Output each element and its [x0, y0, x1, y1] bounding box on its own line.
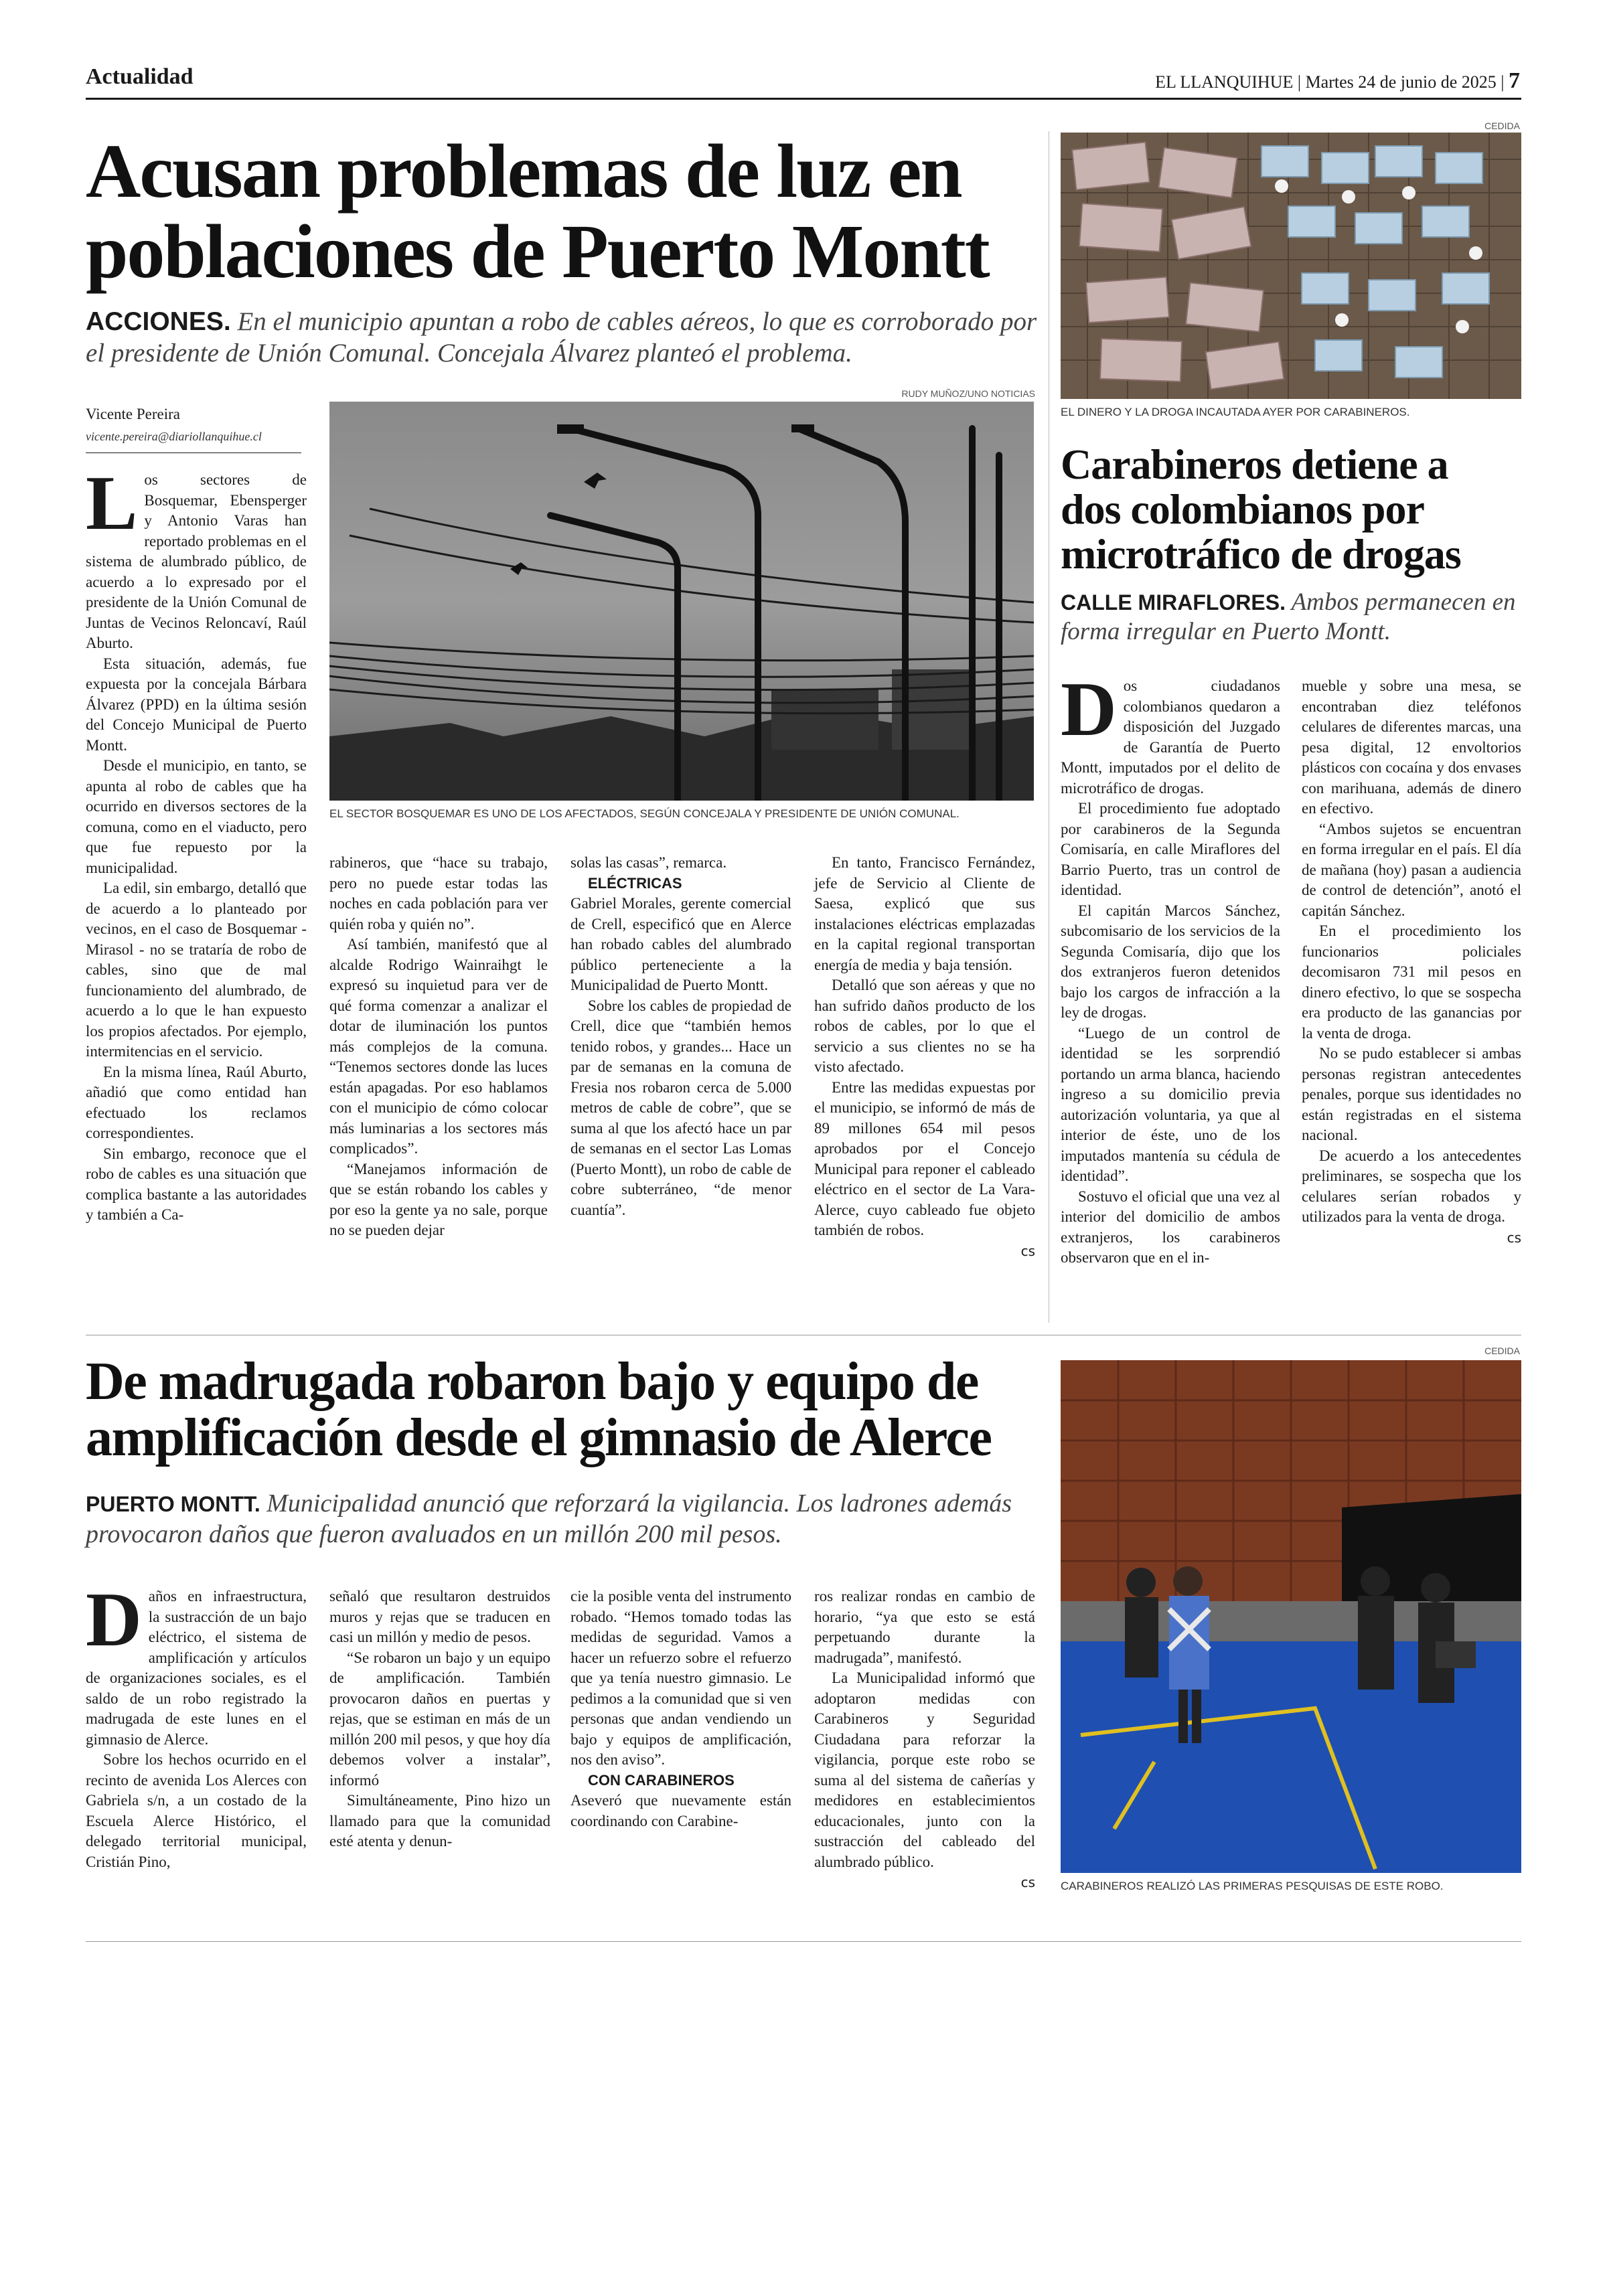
article3-deck [86, 1489, 1043, 1550]
article3-paragraph: Aseveró que nuevamente están coordinando con Carabine- [570, 1792, 791, 1829]
article3-paragraph: años en infraestructura, la sustracción de un bajo eléctrico, el sistema de amplificación y artículos de organizaciones sociales, es el saldo de un robo registrado la madrugada de este lunes en el gimnasio de Alerce. [86, 1588, 307, 1748]
article2-kicker: CALLE MIRAFLORES. [1061, 590, 1286, 614]
article2-paragraph: mueble y sobre una mesa, se encontraban diez teléfonos celulares de diferentes marcas, una pesa digital, 12 envoltorios plásticos con cocaína y dos envases con marihuana, además de dinero en efectivo. [1302, 677, 1521, 817]
header-rule [86, 98, 1521, 100]
article1-paragraph: Desde el municipio, en tanto, se apunta al robo de cables que ha ocurrido en diversos sectores de la comuna, como en el viaducto, pero que fue repuesto por la municipalidad. [86, 757, 307, 876]
publication-name: EL LLANQUIHUE [1155, 72, 1294, 92]
article1-paragraph: Sin embargo, reconoce que el robo de cables es una situación que complica bastante a las autoridades y también a Ca- [86, 1145, 307, 1223]
article1-paragraph: Sobre los cables de propiedad de Crell, dice que “también hemos tenido robos, y grandes... Hace un par de semanas en la comuna de Fresia nos robaron cerca de 5.000 metros de cable de cobre”, que se suma al que los afectó hace un par de semanas en el sector Las Lomas (Puerto Montt), un robo de cable de cobre subterráneo, “de menor cuantía”. [570, 997, 791, 1218]
gym-carabineros-photo [1061, 1360, 1521, 1873]
article1-drop-cap: L [86, 461, 138, 546]
article1-end-mark: cs [1020, 1242, 1035, 1259]
article1-column4 [814, 853, 1035, 1321]
article1-paragraph: os sectores de Bosquemar, Ebensperger y Antonio Varas han reportado problemas en el sistema de alumbrado público, de acuerdo a lo expresado por el presidente de la Unión Comunal de Juntas de Vecinos Reloncaví, Raúl Aburto. [86, 471, 307, 651]
article2-paragraph: “Luego de un control de identidad se les sorprendió portando un arma blanca, haciendo ingreso a su domicilio previa autorización voluntaria, ya que al interior de éste, uno de los imputados mantenía su cédula de identidad”. [1061, 1024, 1280, 1184]
power-lines-photo [329, 402, 1034, 801]
article2-deck [1061, 588, 1521, 647]
article1-paragraph: En la misma línea, Raúl Aburto, añadió que como entidad han efectuado los reclamos correspondientes. [86, 1063, 307, 1141]
article3-photo-credit: CEDIDA [1484, 1345, 1520, 1356]
article3-paragraph: señaló que resultaron destruidos muros y rejas que se traducen en casi un millón y medio de pesos. [329, 1588, 550, 1645]
article1-paragraph: La edil, sin embargo, detalló que de acuerdo a lo planteado por vecinos, en el caso de Bosquemar - Mirasol - no se trataría de robo de cables, sino que de mal funcionamiento del alumbrado, de acuerdo a lo que le han expuesto los propios afectados. Por ejemplo, intermitencias en el servicio. [86, 880, 307, 1060]
article3-column1 [86, 1577, 307, 1908]
article3-photo-caption: CARABINEROS REALIZÓ LAS PRIMERAS PESQUISAS DE ESTE ROBO. [1061, 1880, 1444, 1892]
article1-author: Vicente Pereira [86, 406, 181, 422]
article2-paragraph: El capitán Marcos Sánchez, subcomisario de los servicios de la Segunda Comisaría, dijo que los dos extranjeros fueron detenidos bajo los cargos de infracción a la ley de drogas. [1061, 902, 1280, 1021]
article2-paragraph: En el procedimiento los funcionarios policiales decomisaron 731 mil pesos en dinero efectivo, lo que se sospecha era producto de las ganancias por la venta de droga. [1302, 922, 1521, 1042]
article3-subhead: CON CARABINEROS [588, 1771, 735, 1789]
article3-paragraph: ros realizar rondas en cambio de horario, “ya que esto se está perpetuando durante la madrugada”, manifestó. [814, 1588, 1035, 1666]
article3-paragraph: La Municipalidad informó que adoptaron medidas con Carabineros y Seguridad Ciudadana para reforzar la vigilancia, porque este robo se suma al del sistema de cañerías y medidores en establecimientos educacionales, junto con la sustracción del cableado del alumbrado público. [814, 1669, 1035, 1870]
article2-deck-text: Ambos permanecen en forma irregular en Puerto Montt. [1061, 588, 1516, 646]
article1-deck-text: En el municipio apuntan a robo de cables aéreos, lo que es corroborado por el presidente de Unión Comunal. Concejala Álvarez planteó el problema. [86, 307, 1037, 367]
article1-paragraph: Así también, manifestó que al alcalde Rodrigo Wainraihgt le expresó su inquietud para ver de qué forma comenzar a analizar el dotar de iluminación los puntos más complejos de la comuna. “Tenemos sectores donde las luces están apagadas. Por eso hablamos con el municipio de cómo colocar más luminarias a los sectores más complicados”. [329, 936, 548, 1157]
article1-paragraph: Gabriel Morales, gerente comercial de Crell, especificó que en Alerce han robado cables del alumbrado público perteneciente a la Municipalidad de Puerto Montt. [570, 895, 791, 993]
article1-headline-line2: poblaciones de Puerto Montt [86, 208, 989, 294]
article1-paragraph: En tanto, Francisco Fernández, jefe de Servicio al Cliente de Saesa, explicó que sus instalaciones eléctricas emplazadas en la capital regional transportan energía de media y baja tensión. [814, 854, 1035, 973]
article1-photo [329, 402, 1034, 801]
article2-photo [1061, 133, 1521, 399]
article3-headline-line2: amplificación desde el gimnasio de Alerce [86, 1408, 992, 1467]
page-number: 7 [1509, 68, 1520, 93]
article1-column3 [570, 853, 791, 1321]
article1-paragraph: Entre las medidas expuestas por el municipio, se informó de más de 89 millones 654 mil pesos aprobados por el Concejo Municipal para reponer el cableado eléctrico en el sector de La Vara-Alerce, cuyo cableado fue objeto también de robos. [814, 1078, 1035, 1238]
article2-photo-caption: EL DINERO Y LA DROGA INCAUTADA AYER POR CARABINEROS. [1061, 406, 1410, 418]
article2-paragraph: De acuerdo a los antecedentes preliminares, se sospecha que los celulares serían robados y utilizados para la venta de droga. [1302, 1147, 1521, 1225]
article1-column2 [329, 853, 548, 1321]
article2-paragraph: El procedimiento fue adoptado por carabineros de la Segunda Comisaría, en calle Miraflores del Barrio Puerto, tras un control de identidad. [1061, 800, 1280, 898]
issue-date: | Martes 24 de junio de 2025 | [1297, 72, 1505, 92]
article3-headline [86, 1354, 1050, 1466]
article3-kicker: PUERTO MONTT. [86, 1492, 260, 1516]
article2-paragraph: os ciudadanos colombianos quedaron a disposición del Juzgado de Garantía de Puerto Montt, imputados por el delito de microtráfico de drogas. [1061, 677, 1280, 797]
article1-deck [86, 307, 1043, 370]
article3-deck-text: Municipalidad anunció que reforzará la vigilancia. Los ladrones además provocaron daños que fueron avaluados en un millón 200 mil pesos. [86, 1489, 1012, 1548]
seized-money-drugs-photo [1061, 133, 1521, 399]
article1-paragraph: Detalló que son aéreas y que no han sufrido daños producto de los robos de cables, por lo que el servicio a sus clientes no se ha visto afectado. [814, 977, 1035, 1075]
article1-paragraph: Esta situación, además, fue expuesta por la concejala Bárbara Álvarez (PPD) en la última sesión del Concejo Municipal de Puerto Montt. [86, 655, 307, 754]
article3-headline-line1: De madrugada robaron bajo y equipo de [86, 1352, 978, 1411]
article3-paragraph: Sobre los hechos ocurrido en el recinto de avenida Los Alerces con Gabriela s/n, a un costado de la Escuela Alerce Histórico, el delegado territorial municipal, Cristián Pino, [86, 1751, 307, 1870]
article2-paragraph: No se pudo establecer si ambas personas registran antecedentes penales, porque sus identidades no están registradas en el sistema nacional. [1302, 1045, 1521, 1143]
article3-column2 [329, 1586, 550, 1908]
article2-column2 [1302, 676, 1521, 1325]
article3-paragraph: Simultáneamente, Pino hizo un llamado para que la comunidad esté atenta y denun- [329, 1792, 550, 1850]
article2-headline-line1: Carabineros detiene a [1061, 440, 1448, 488]
article1-paragraph: rabineros, que “hace su trabajo, pero no puede estar todas las noches en cada población para ver quién roba y quién no”. [329, 854, 548, 932]
article2-column1 [1061, 667, 1280, 1325]
article1-photo-caption: EL SECTOR BOSQUEMAR ES UNO DE LOS AFECTADOS, SEGÚN CONCEJALA Y PRESIDENTE DE UNIÓN COMUNAL. [329, 807, 960, 820]
article3-photo [1061, 1360, 1521, 1873]
article2-headline [1061, 442, 1521, 577]
article2-headline-line2: dos colombianos por [1061, 485, 1424, 534]
masthead [917, 68, 1520, 94]
article1-paragraph: solas las casas”, remarca. [570, 854, 727, 871]
article1-author-email: vicente.pereira@diariollanquihue.cl [86, 430, 262, 443]
article3-column3 [570, 1586, 791, 1908]
article3-paragraph: “Se robaron un bajo y un equipo de amplificación. También provocaron daños en puertas y rejas, que se estiman en más de un millón 200 mil pesos, y que hoy día debemos volver a instalar”, informó [329, 1649, 550, 1789]
article2-photo-credit: CEDIDA [1484, 120, 1520, 131]
article2-paragraph: “Ambos sujetos se encuentran en forma irregular en el país. El día de mañana (hoy) pasan a audiencia de control de detención”, anotó el capitán Sánchez. [1302, 820, 1521, 919]
article1-column1 [86, 461, 307, 1323]
article3-column4 [814, 1586, 1035, 1908]
article1-headline [86, 129, 1050, 294]
article2-drop-cap: D [1061, 667, 1117, 752]
article3-paragraph: cie la posible venta del instrumento robado. “Hemos tomado todas las medidas de seguridad. Vamos a hacer un refuerzo sobre el refuerzo que ya tenía nuestro gimnasio. Le pedimos a la comunidad que si ven personas que andan vendiendo un bajo y equipos de amplificación, nos den aviso”. [570, 1588, 791, 1768]
article2-end-mark: cs [1507, 1229, 1521, 1246]
article3-end-mark: cs [1020, 1874, 1035, 1890]
bottom-rule [86, 1941, 1521, 1942]
article1-photo-credit: RUDY MUÑOZ/UNO NOTICIAS [901, 388, 1035, 399]
article1-kicker: ACCIONES. [86, 307, 231, 336]
article3-drop-cap: D [86, 1577, 142, 1663]
article1-headline-line1: Acusan problemas de luz en [86, 129, 962, 214]
section-label: Actualidad [86, 64, 194, 89]
article1-paragraph: “Manejamos información de que se están robando los cables y por eso la gente ya no sale, porque no se pueden dejar [329, 1160, 548, 1238]
article2-paragraph: Sostuvo el oficial que una vez al interior del domicilio de ambos extranjeros, los carabineros observaron que en el in- [1061, 1187, 1280, 1266]
article1-subhead: ELÉCTRICAS [588, 874, 682, 892]
article2-headline-line3: microtráfico de drogas [1061, 530, 1461, 578]
